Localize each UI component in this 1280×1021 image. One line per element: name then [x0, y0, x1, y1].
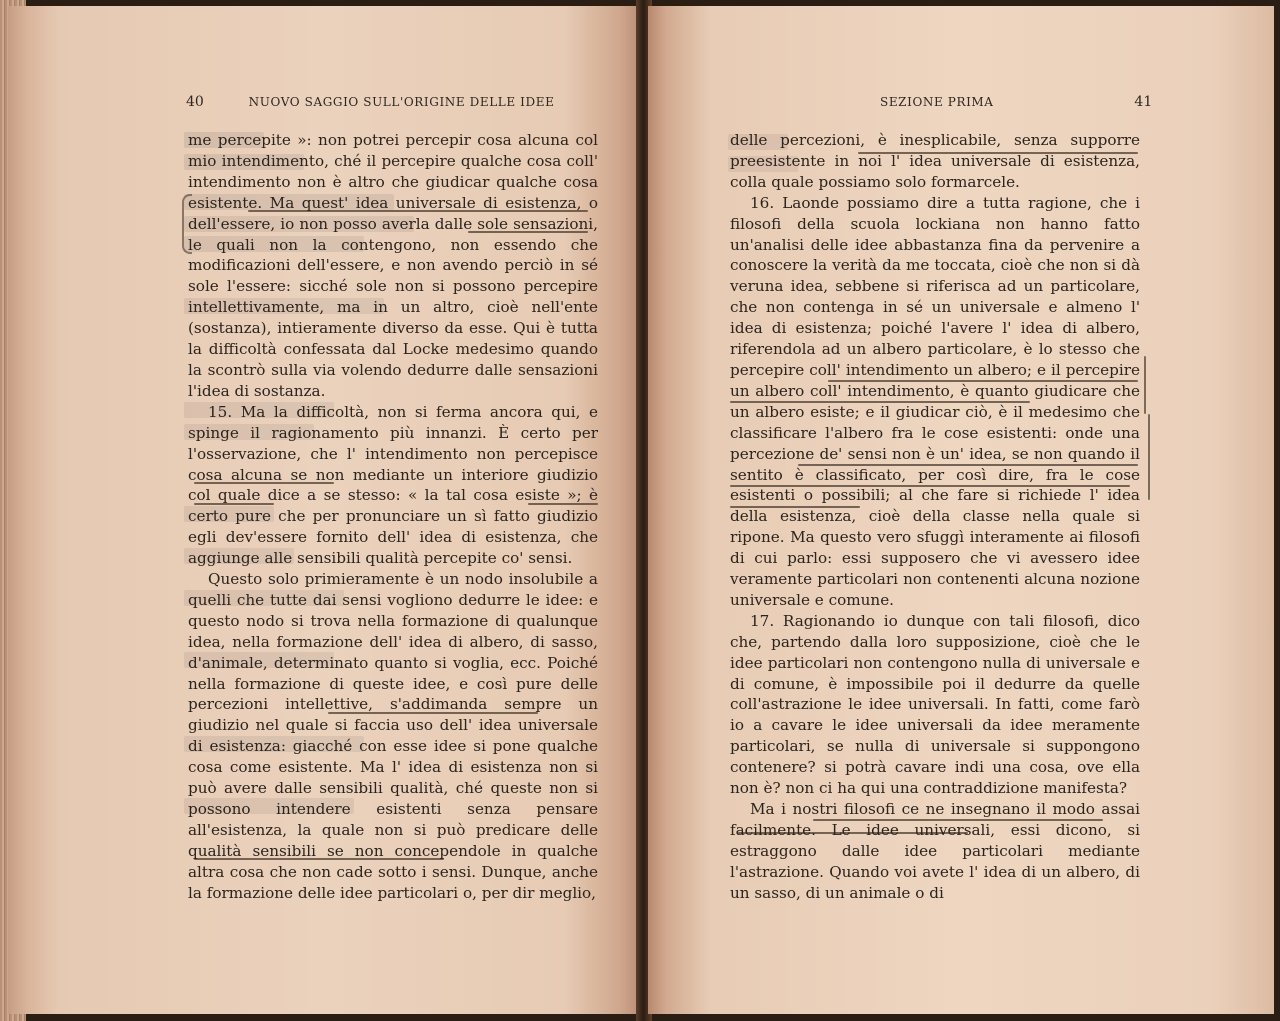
left-body-text [188, 130, 598, 904]
right-body-text [730, 130, 1140, 904]
right-running-title: SEZIONE PRIMA [880, 95, 994, 109]
paragraph: 16. Laonde possiamo dire a tutta ragione, che i filosofi della scuola lockiana non hanno fatto un'analisi delle idee abbastanza fina da pervenire a conoscere la verità da me toccata, cioè che non si dà veruna idea, sebbene si riferisca ad un particolare, che non contenga in sé un universale e almeno l' idea di esistenza; poiché l'avere l' idea di albero, riferendola ad un albero particolare, è lo stesso che percepire coll' intendimento un albero; e il percepire un albero coll' intendimento, è quanto giudicare che un albero esiste; e il giudicar ciò, è il medesimo che classificare l'albero fra le cose esistenti: onde una percezione de' sensi non è un' idea, se non quando il sentito è classificato, per così dire, fra le cose esistenti o possibili; al che fare si richiede l' idea della esistenza, cioè della classe nella quale si ripone. Ma questo vero sfuggì interamente ai filosofi di cui parlo: essi supposero che vi avessero idee veramente particolari non contenenti alcuna nozione universale e comune. [730, 193, 1140, 609]
paragraph: 17. Ragionando io dunque con tali filosofi, dico che, partendo dalla loro supposizione, cioè che le idee particolari non contengono nulla di universale e di comune, è impossibile poi il dedurre da quelle coll'astrazione le idee universali. In fatti, come farò io a cavare le idee universali da idee meramente particolari, se nulla di universale si suppongono contenere? si potrà cavare indi una cosa, ove ella non è? non ci ha qui una contraddizione manifesta? [730, 611, 1140, 798]
right-running-head [880, 94, 1152, 110]
left-page [8, 6, 640, 1014]
paragraph: 15. Ma la difficoltà, non si ferma ancora qui, e spinge il ragionamento più innanzi. È certo per l'osservazione, che l' intendimento non percepisce cosa alcuna se non mediante un interiore giudizio col quale dice a se stesso: « la tal cosa esiste »; è certo pure che per pronunciare un sì fatto giudizio egli dev'essere fornito dell' idea di esistenza, che aggiunge alle sensibili qualità percepite co' sensi. [188, 402, 598, 568]
right-page [648, 6, 1274, 1014]
pencil-margin-mark [1144, 356, 1146, 414]
left-running-head [186, 94, 554, 110]
pencil-margin-mark [1148, 414, 1150, 500]
paragraph: me percepite »: non potrei percepir cosa alcuna col mio intendimento, ché il percepire qualche cosa coll' intendimento non è altro che giudicar qualche cosa esistente. Ma quest' idea universale di esistenza, o dell'essere, io non posso averla dalle sole sensazioni, le quali non la contengono, non essendo che modificazioni dell'essere, e non avendo perciò in sé sole l'essere: sicché sole non si possono percepire intellettivamente, ma in un altro, cioè nell'ente (sostanza), intieramente diverso da esse. Qui è tutta la difficoltà confessata dal Locke medesimo quando la scontrò sulla via volendo dedurre dalle sensazioni l'idea di sostanza. [188, 131, 598, 400]
right-page-number: 41 [1134, 94, 1153, 110]
left-page-number: 40 [186, 94, 204, 110]
paragraph: Questo solo primieramente è un nodo insolubile a quelli che tutte dai sensi vogliono dedurre le idee: e questo nodo si trova nella formazione di qualunque idea, nella formazione dell' idea di albero, di sasso, d'animale, determinato quanto si voglia, ecc. Poiché nella formazione di queste idee, e così pure delle percezioni intellettive, s'addimanda sempre un giudizio nel quale si faccia uso dell' idea universale di esistenza: giacché con esse idee si pone qualche cosa come esistente. Ma l' idea di esistenza non si può avere dalle sensibili qualità, ché queste non si possono intendere esistenti senza pensare all'esistenza, la quale non si può predicare delle qualità sensibili se non concependole in qualche altra cosa che non cade sotto i sensi. Dunque, anche la formazione delle idee particolari o, per dir meglio, [188, 570, 598, 902]
paragraph: Ma i nostri filosofi ce ne insegnano il modo assai facilmente. Le idee universali, essi dicono, si estraggono dalle idee particolari mediante l'astrazione. Quando voi avete l' idea di un albero, di un sasso, di un animale o di [730, 800, 1140, 902]
left-running-title: NUOVO SAGGIO SULL'ORIGINE DELLE IDEE [248, 95, 555, 109]
paragraph: delle percezioni, è inesplicabile, senza supporre preesistente in noi l' idea universale di esistenza, colla quale possiamo solo formarcele. [730, 131, 1140, 191]
